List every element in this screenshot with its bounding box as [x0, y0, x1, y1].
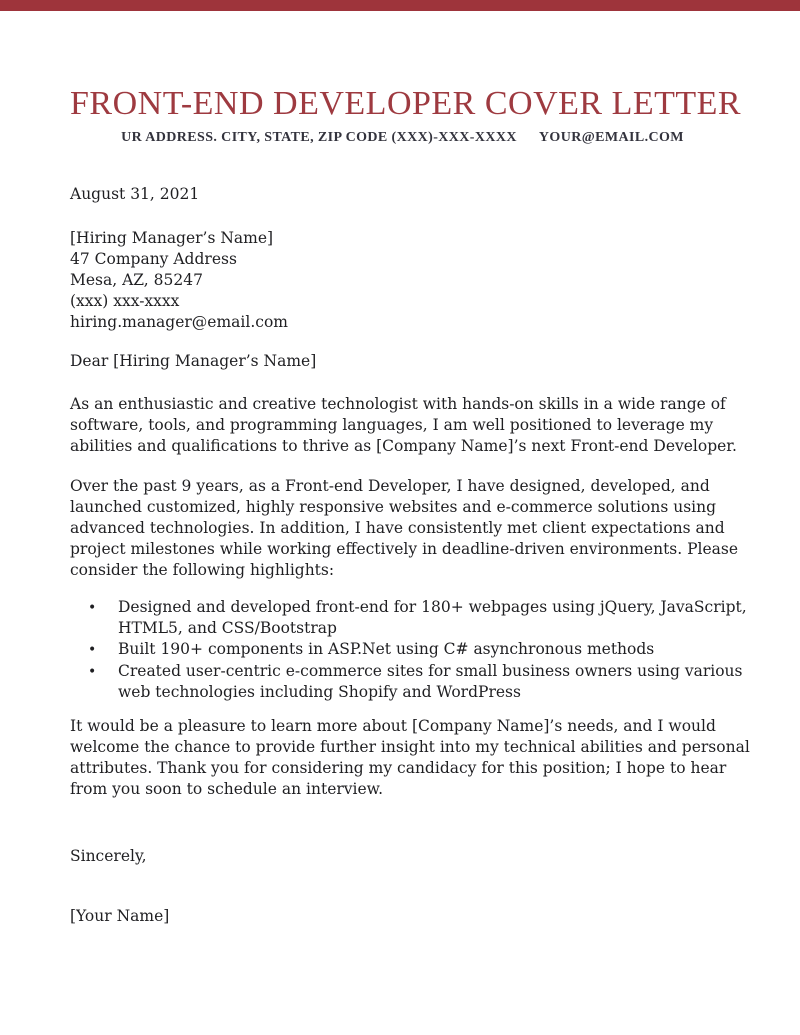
- recipient-email: hiring.manager@email.com: [70, 312, 288, 331]
- recipient-name: [Hiring Manager’s Name]: [70, 228, 274, 247]
- text-line: project milestones while working effectively in deadline-driven environments. Please: [70, 539, 739, 558]
- text-line: welcome the chance to provide further insight into my technical abilities and personal: [70, 737, 750, 756]
- paragraph-experience: [70, 476, 739, 581]
- list-item-text: [118, 639, 735, 660]
- text-line: attributes. Thank you for considering my candidacy for this position; I hope to hear: [70, 758, 727, 777]
- text-line: consider the following highlights:: [70, 560, 335, 579]
- salutation: Dear [Hiring Manager’s Name]: [70, 351, 317, 370]
- letter-content: [0, 84, 800, 927]
- text-line: advanced technologies. In addition, I have consistently met client expectations and: [70, 518, 725, 537]
- text-line: Over the past 9 years, as a Front-end Developer, I have designed, developed, and: [70, 476, 710, 495]
- text-line: Created user-centric e-commerce sites for small business owners using various: [118, 661, 743, 680]
- paragraph-intro: [70, 394, 735, 457]
- recipient-address: 47 Company Address: [70, 249, 237, 268]
- text-line: launched customized, highly responsive websites and e-commerce solutions using: [70, 497, 717, 516]
- highlights-list: [70, 597, 747, 703]
- list-item: [70, 597, 747, 639]
- text-line: HTML5, and CSS/Bootstrap: [118, 618, 337, 637]
- signature-name: [Your Name]: [70, 906, 170, 925]
- contact-address-phone: UR ADDRESS. CITY, STATE, ZIP CODE (XXX)-XXX-XXXX: [121, 129, 517, 145]
- top-accent-bar: [0, 0, 800, 11]
- text-line: from you soon to schedule an interview.: [70, 779, 384, 798]
- recipient-city-state-zip: Mesa, AZ, 85247: [70, 270, 203, 289]
- text-line: abilities and qualifications to thrive as [Company Name]’s next Front-end Developer.: [70, 436, 737, 455]
- list-item-text: [118, 661, 742, 703]
- closing-valediction: Sincerely,: [70, 846, 147, 865]
- bullet-icon: [88, 661, 118, 683]
- text-line: It would be a pleasure to learn more about [Company Name]’s needs, and I would: [70, 716, 716, 735]
- letter-date: August 31, 2021: [70, 184, 200, 203]
- text-line: software, tools, and programming languages, I am well positioned to leverage my: [70, 415, 714, 434]
- list-item: [70, 661, 743, 703]
- list-item-text: [118, 597, 747, 639]
- text-line: Designed and developed front-end for 180+ webpages using jQuery, JavaScript,: [118, 597, 747, 616]
- recipient-block: [70, 228, 735, 333]
- text-line: As an enthusiastic and creative technologist with hands-on skills in a wide range of: [70, 394, 726, 413]
- paragraph-closing: [70, 716, 750, 800]
- bullet-icon: [88, 597, 118, 619]
- contact-email: YOUR@EMAIL.COM: [538, 129, 684, 145]
- bullet-icon: [88, 639, 118, 661]
- recipient-phone: (xxx) xxx-xxxx: [70, 291, 180, 310]
- contact-info-line: [70, 130, 735, 147]
- text-line: Built 190+ components in ASP.Net using C# asynchronous methods: [118, 639, 655, 658]
- text-line: web technologies including Shopify and WordPress: [118, 682, 521, 701]
- list-item: [70, 639, 735, 661]
- page-title: FRONT-END DEVELOPER COVER LETTER: [70, 85, 742, 122]
